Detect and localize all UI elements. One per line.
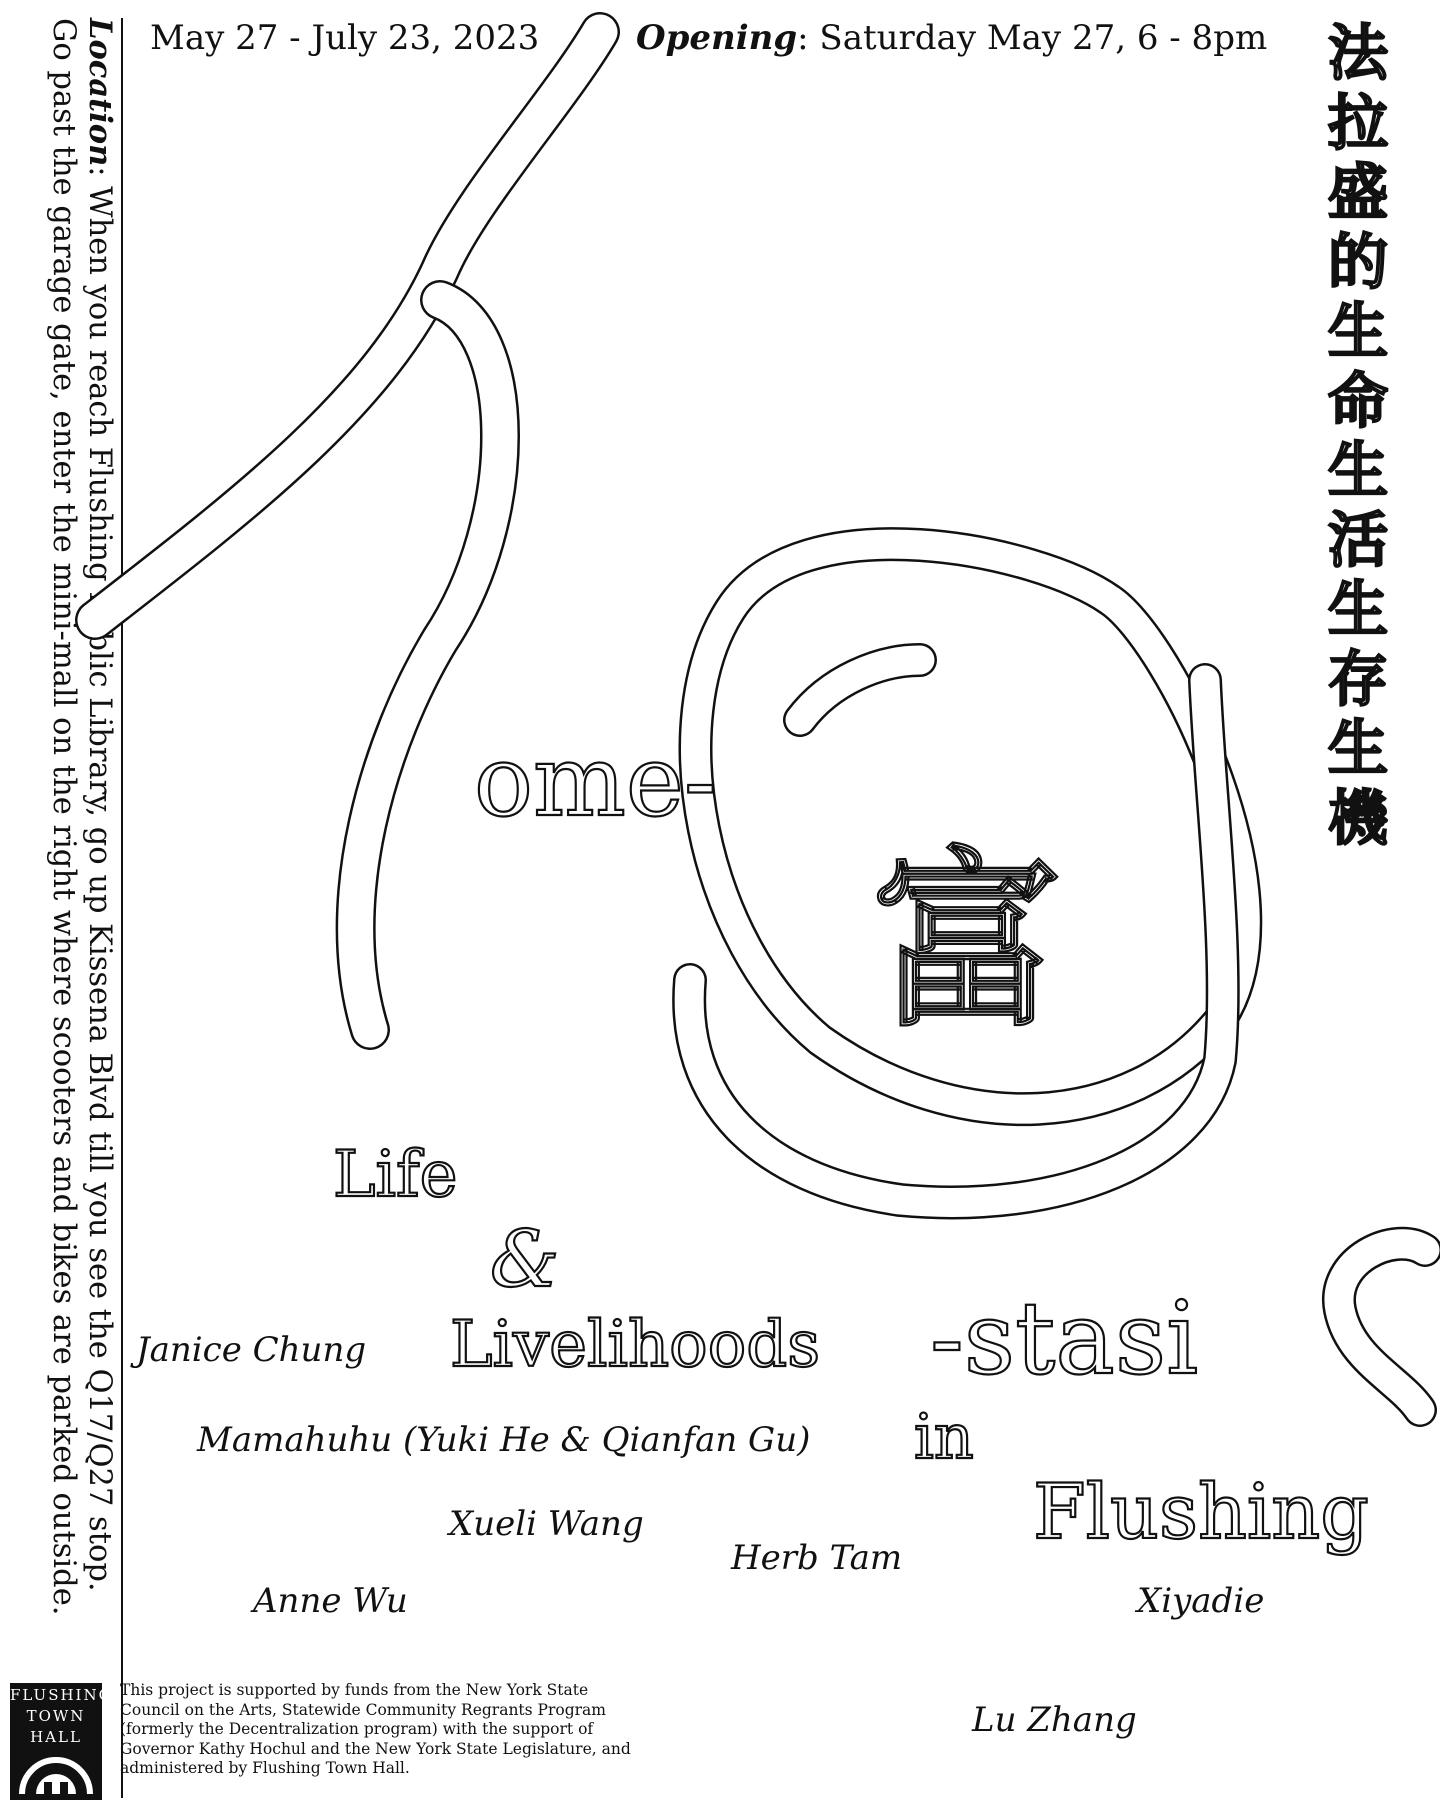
- chinese-char: 生: [1328, 436, 1388, 506]
- title-ampersand: &: [490, 1215, 560, 1305]
- flushing-town-hall-logo: [10, 1683, 113, 1800]
- artist-name: Anne Wu: [253, 1581, 408, 1621]
- chinese-char: 生: [1328, 714, 1388, 784]
- artist-name: Xueli Wang: [449, 1504, 644, 1544]
- logo-line-3: HALL: [30, 1728, 82, 1746]
- title-stasis: -stasi: [930, 1280, 1199, 1397]
- artist-name: Lu Zhang: [972, 1700, 1137, 1740]
- funding-credit: This project is supported by funds from the New York State Council on the Arts, Statewide Community Regrants Program (formerly the Decentralization program) with the support of Governor Kathy Hochul and the New York State Legislature, and administered by Flushing Town Hall.: [120, 1681, 631, 1777]
- chinese-char: 盛: [1328, 158, 1388, 228]
- title-life: Life: [333, 1138, 458, 1212]
- chinese-char: 存: [1328, 644, 1388, 715]
- chinese-char: 的: [1328, 227, 1388, 298]
- chinese-char: 法: [1328, 19, 1388, 89]
- exhibition-dates: May 27 - July 23, 2023: [150, 18, 540, 58]
- artist-name: Mamahuhu (Yuki He & Qianfan Gu): [197, 1420, 811, 1460]
- title-ome: ome-: [474, 725, 718, 839]
- title-in: in: [914, 1400, 974, 1473]
- seal-character: 富: [872, 832, 1063, 1053]
- chinese-char: 生: [1328, 575, 1388, 645]
- chinese-char: 活: [1328, 505, 1388, 576]
- opening-text: : Saturday May 27, 6 - 8pm: [797, 18, 1268, 58]
- location-line-1: : When you reach Flushing Public Library, go up Kissena Blvd till you see the Q17/Q27 stop.: [82, 166, 117, 1592]
- title-livelihoods: Livelihoods: [450, 1308, 821, 1382]
- logo-line-1: FLUSHING: [10, 1686, 113, 1704]
- opening-label: Opening: [636, 18, 798, 58]
- artist-name: Janice Chung: [136, 1330, 367, 1370]
- chinese-char: 機: [1328, 783, 1388, 854]
- artist-name: Xiyadie: [1137, 1581, 1265, 1621]
- artist-name: Herb Tam: [731, 1538, 903, 1578]
- title-flushing: Flushing: [1033, 1467, 1369, 1556]
- location-label: Location: [82, 18, 118, 167]
- building-arch-icon: [10, 1746, 102, 1794]
- logo-line-2: TOWN: [26, 1707, 86, 1725]
- chinese-char: 拉: [1328, 88, 1388, 159]
- chinese-char: 命: [1328, 366, 1388, 437]
- chinese-char: 生: [1328, 297, 1388, 367]
- location-line-2: Go past the garage gate, enter the mini-mall on the right where scooters and bikes are parked outside.: [46, 18, 81, 1616]
